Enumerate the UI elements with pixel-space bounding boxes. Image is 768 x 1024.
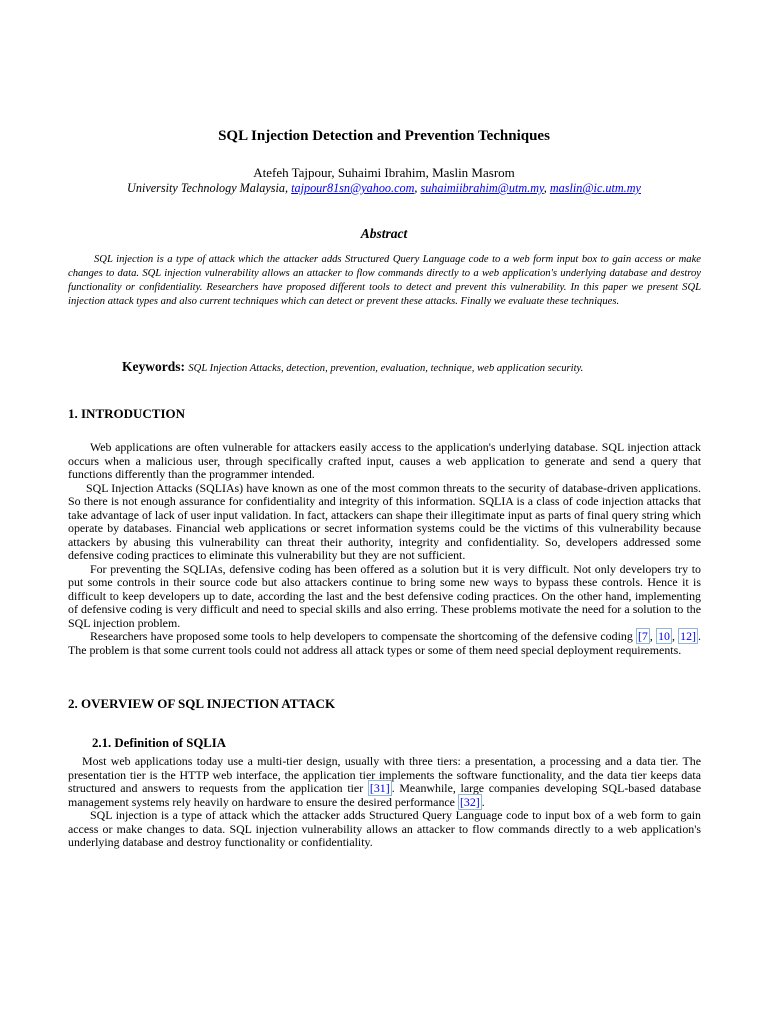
email-link-tajpour[interactable]: tajpour81sn@yahoo.com bbox=[291, 181, 415, 195]
citation-link[interactable]: [31] bbox=[369, 781, 390, 795]
paragraph-text: Most web applications today use a multi-tier design, usually with three tiers: a presentation, a processing and a data tier. The presentation tier is the HTTP web interface, the application tier implements the software functionality, and the data tier keeps data structured and answers to requests from the application tier bbox=[68, 754, 701, 795]
citation-link[interactable]: [32] bbox=[459, 794, 480, 809]
citation-link[interactable]: [7 bbox=[637, 629, 648, 643]
paragraph bbox=[68, 755, 701, 809]
definition-body bbox=[68, 755, 701, 850]
separator: , bbox=[414, 181, 421, 195]
separator: , bbox=[543, 181, 550, 195]
paragraph-text: Researchers have proposed some tools to help developers to compensate the shortcoming of the defensive coding bbox=[90, 629, 636, 643]
keywords-line bbox=[122, 359, 722, 375]
paragraph: SQL injection is a type of attack which the attacker adds Structured Query Language code to input box of a web form to gain access or make changes to data. SQL injection vulnerability allows an attacker to flow commands directly to a web application's underlying database and destroy functionality or confidentiality. bbox=[68, 808, 701, 849]
separator: , bbox=[649, 629, 657, 643]
paragraph: SQL Injection Attacks (SQLIAs) have known as one of the most common threats to the security of database-driven applications. So there is not enough assurance for confidentiality and integrity of this information. SQLIA is a class of code injection attacks that take advantage of lack of user input validation. In fact, attackers can shape their illegitimate input as parts of final query string which operate by databases. Financial web applications or secret information systems could be the victims of this vulnerability because attackers by abusing this vulnerability can threat their authority, integrity and confidentiality. So, developers addressed some defensive coding practices to eliminate this vulnerability but they are not sufficient. bbox=[68, 480, 701, 562]
section-heading-introduction: 1. INTRODUCTION bbox=[68, 406, 186, 421]
author-list: Atefeh Tajpour, Suhaimi Ibrahim, Maslin Masrom bbox=[253, 165, 515, 180]
institution: University Technology Malaysia, bbox=[127, 181, 292, 195]
keywords-label: Keywords: bbox=[122, 359, 189, 374]
introduction-body bbox=[68, 441, 701, 657]
paragraph bbox=[68, 630, 701, 657]
paragraph: Web applications are often vulnerable for attackers easily access to the application's underlying database. SQL injection attack occurs when a malicious user, through specifically crafted input, causes a web application to generate and send a query that functions differently than the programmer intended. bbox=[68, 440, 701, 481]
abstract-body: SQL injection is a type of attack which the attacker adds Structured Query Language code to a web form input box to gain access or make changes to data. SQL injection vulnerability allows an attacker to flow commands directly to a web application's underlying database and destroy functionality or confidentiality. Researchers have proposed different tools to detect and prevent this vulnerability. In this paper we present SQL injection attack types and also current techniques which can detect or prevent these attacks. Finally we evaluate these techniques. bbox=[68, 254, 701, 307]
paragraph: For preventing the SQLIAs, defensive coding has been offered as a solution but it is very difficult. Not only developers try to put some controls in their source code but also attackers continue to bring some new ways to bypass these controls. Hence it is difficult to keep developers up to date, according the last and the best defensive coding practices. On the other hand, implementing of defensive coding is very difficult and need to special skills and also erring. These problems motivate the need for a solution to the SQL injection problem. bbox=[68, 561, 701, 630]
section-heading-overview: 2. OVERVIEW OF SQL INJECTION ATTACK bbox=[68, 696, 336, 711]
paragraph-text: . The problem is that some current tools could not address all attack types or some of them need special deployment requirements. bbox=[68, 629, 701, 657]
separator: , bbox=[671, 629, 679, 643]
keywords-text: SQL Injection Attacks, detection, prevention, evaluation, technique, web application security. bbox=[188, 363, 584, 374]
affiliation-line bbox=[0, 181, 768, 196]
email-link-suhaimi[interactable]: suhaimiibrahim@utm.my bbox=[420, 181, 544, 195]
citation-link[interactable]: 10 bbox=[658, 629, 670, 643]
paper-title: SQL Injection Detection and Prevention Techniques bbox=[218, 128, 550, 144]
paragraph-text: . Meanwhile, large companies developing SQL-based database management systems rely heavily on hardware to ensure the desired performance bbox=[68, 781, 702, 809]
email-link-maslin[interactable]: maslin@ic.utm.my bbox=[549, 181, 641, 195]
citation-link[interactable]: 12] bbox=[680, 629, 696, 643]
subsection-heading-definition: 2.1. Definition of SQLIA bbox=[92, 736, 227, 750]
paragraph-text: . bbox=[481, 794, 485, 809]
abstract-heading: Abstract bbox=[360, 226, 408, 241]
